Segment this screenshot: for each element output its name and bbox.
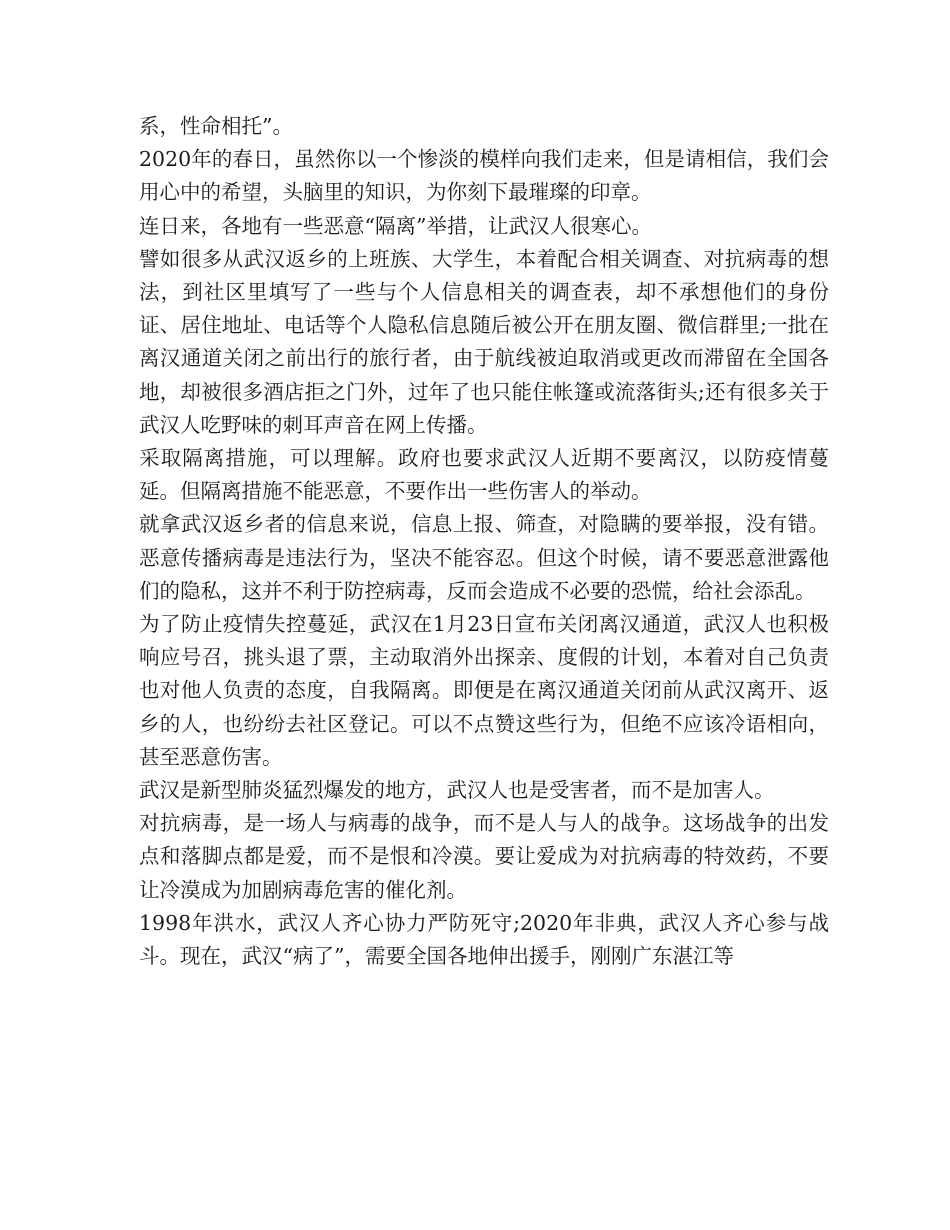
paragraph-3: 连日来，各地有一些恶意“隔离”举措，让武汉人很寒心。 bbox=[139, 213, 652, 238]
document-body bbox=[139, 110, 829, 973]
paragraph-5: 采取隔离措施，可以理解。政府也要求武汉人近期不要离汉，以防疫情蔓延。但隔离措施不能恶意，不要作出一些伤害人的举动。 bbox=[139, 446, 829, 504]
paragraph-6: 就拿武汉返乡者的信息来说，信息上报、筛查，对隐瞒的要举报，没有错。恶意传播病毒是违法行为，坚决不能容忍。但这个时候，请不要恶意泄露他们的隐私，这并不利于防控病毒，反而会造成不必要的恐慌，给社会添乱。 bbox=[139, 512, 829, 603]
paragraph-1: 系，性命相托”。 bbox=[139, 114, 293, 138]
paragraph-10: 1998年洪水，武汉人齐心协力严防死守;2020年非典，武汉人齐心参与战斗。现在，武汉“病了”，需要全国各地伸出援手，刚刚广东湛江等 bbox=[139, 910, 829, 969]
paragraph-7: 为了防止疫情失控蔓延，武汉在1月23日宣布关闭离汉通道，武汉人也积极响应号召，挑头退了票，主动取消外出探亲、度假的计划，本着对自己负责也对他人负责的态度，自我隔离。即便是在离汉通道关闭前从武汉离开、返乡的人，也纷纷去社区登记。可以不点赞这些行为，但绝不应该冷语相向，甚至恶意伤害。 bbox=[139, 612, 829, 769]
paragraph-8: 武汉是新型肺炎猛烈爆发的地方，武汉人也是受害者，而不是加害人。 bbox=[139, 778, 775, 803]
paragraph-4: 譬如很多从武汉返乡的上班族、大学生，本着配合相关调查、对抗病毒的想法，到社区里填写了一些与个人信息相关的调查表，却不承想他们的身份证、居住地址、电话等个人隐私信息随后被公开在朋友圈、微信群里;一批在离汉通道关闭之前出行的旅行者，由于航线被迫取消或更改而滞留在全国各地，却被很多酒店拒之门外，过年了也只能住帐篷或流落街头;还有很多关于武汉人吃野味的刺耳声音在网上传播。 bbox=[139, 246, 829, 437]
paragraph-2: 2020年的春日，虽然你以一个惨淡的模样向我们走来，但是请相信，我们会用心中的希望，头脑里的知识，为你刻下最璀璨的印章。 bbox=[139, 147, 829, 205]
paragraph-9: 对抗病毒，是一场人与病毒的战争，而不是人与人的战争。这场战争的出发点和落脚点都是爱，而不是恨和冷漠。要让爱成为对抗病毒的特效药，不要让冷漠成为加剧病毒危害的催化剂。 bbox=[139, 811, 829, 902]
